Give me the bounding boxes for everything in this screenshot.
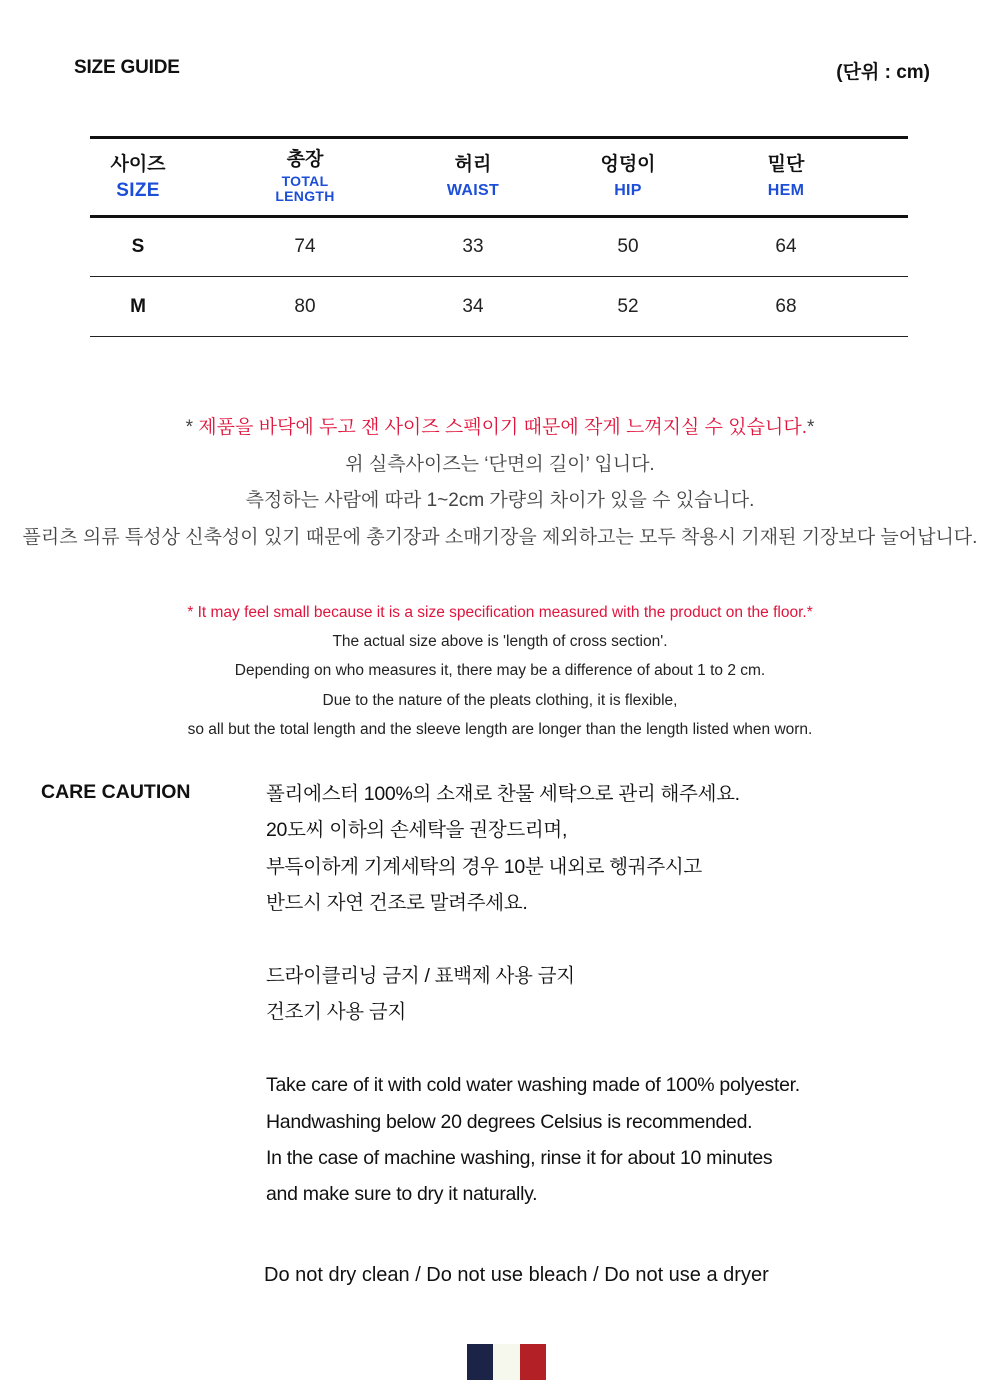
spacer-cell xyxy=(838,277,908,337)
care-en-line: Take care of it with cold water washing made of 100% polyester. xyxy=(266,1074,800,1097)
header-size: 사이즈 SIZE xyxy=(110,153,166,201)
care-ko-line: 부득이하게 기계세탁의 경우 10분 내외로 헹궈주시고 xyxy=(266,855,702,878)
header-spacer xyxy=(838,138,908,217)
english-note-line: The actual size above is 'length of cross section'. xyxy=(332,633,668,651)
hip-cell: 52 xyxy=(617,295,639,317)
english-note-line: Depending on who measures it, there may be a difference of about 1 to 2 cm. xyxy=(234,662,766,680)
size-guide-title: SIZE GUIDE xyxy=(74,57,180,78)
care-ko-line: 반드시 자연 건조로 말려주세요. xyxy=(266,892,528,915)
flag-red-stripe xyxy=(520,1344,546,1380)
english-note-line: so all but the total length and the sleeve length are longer than the length listed when worn. xyxy=(187,720,813,738)
total-length-cell: 80 xyxy=(294,295,316,317)
size-cell: S xyxy=(131,236,145,257)
korean-notes xyxy=(0,410,1000,556)
hem-cell: 68 xyxy=(775,295,797,317)
spacer xyxy=(266,1031,966,1067)
table-row xyxy=(90,217,908,277)
care-caution-label: CARE CAUTION xyxy=(41,781,191,803)
english-notes xyxy=(0,598,1000,744)
spacer xyxy=(266,922,966,958)
size-table xyxy=(90,136,908,337)
english-warning: * It may feel small because it is a size specification measured with the product on the floor.* xyxy=(187,604,813,621)
korean-warning: * 제품을 바닥에 두고 잰 사이즈 스펙이기 때문에 작게 느껴지실 수 있습니다.* xyxy=(185,417,815,438)
total-length-cell: 74 xyxy=(294,236,316,257)
header-hip: 엉덩이 HIP xyxy=(600,153,656,199)
header-waist: 허리 WAIST xyxy=(446,153,500,199)
header-hem: 밑단 HEM xyxy=(767,153,805,199)
flag-white-stripe xyxy=(493,1344,519,1380)
care-ko-line: 폴리에스터 100%의 소재로 찬물 세탁으로 관리 해주세요. xyxy=(266,783,740,805)
hem-cell: 64 xyxy=(775,236,797,257)
hip-cell: 50 xyxy=(617,236,639,257)
table-header-row xyxy=(90,138,908,217)
korean-note-line: 측정하는 사람에 따라 1~2cm 가량의 차이가 있을 수 있습니다. xyxy=(245,490,755,511)
tricolor-flag-icon xyxy=(467,1344,546,1380)
table-row xyxy=(90,277,908,337)
korean-note-line: 플리츠 의류 특성상 신축성이 있기 때문에 총기장과 소매기장을 제외하고는 모두 착용시 기재된 기장보다 늘어납니다. xyxy=(22,526,978,548)
care-en-line: In the case of machine washing, rinse it for about 10 minutes xyxy=(266,1147,773,1170)
waist-cell: 34 xyxy=(462,295,484,317)
care-ko-line: 20도씨 이하의 손세탁을 권장드리며, xyxy=(266,819,568,842)
english-note-line: Due to the nature of the pleats clothing, it is flexible, xyxy=(322,691,678,709)
header-total-length: 총장 TOTAL LENGTH xyxy=(275,148,335,204)
flag-navy-stripe xyxy=(467,1344,493,1380)
waist-cell: 33 xyxy=(462,236,484,257)
care-ko-prohibit: 드라이클리닝 금지 / 표백제 사용 금지 xyxy=(266,965,575,988)
spacer-cell xyxy=(838,217,908,277)
care-ko-prohibit: 건조기 사용 금지 xyxy=(266,1001,406,1024)
unit-label: (단위 : cm) xyxy=(836,62,930,83)
korean-note-line: 위 실측사이즈는 ‘단면의 길이’ 입니다. xyxy=(345,453,655,475)
size-cell: M xyxy=(130,295,146,317)
care-instructions xyxy=(266,776,966,1213)
care-en-prohibit: Do not dry clean / Do not use bleach / Do not use a dryer xyxy=(264,1264,769,1286)
care-en-line: Handwashing below 20 degrees Celsius is recommended. xyxy=(266,1110,753,1133)
care-en-line: and make sure to dry it naturally. xyxy=(266,1183,538,1206)
